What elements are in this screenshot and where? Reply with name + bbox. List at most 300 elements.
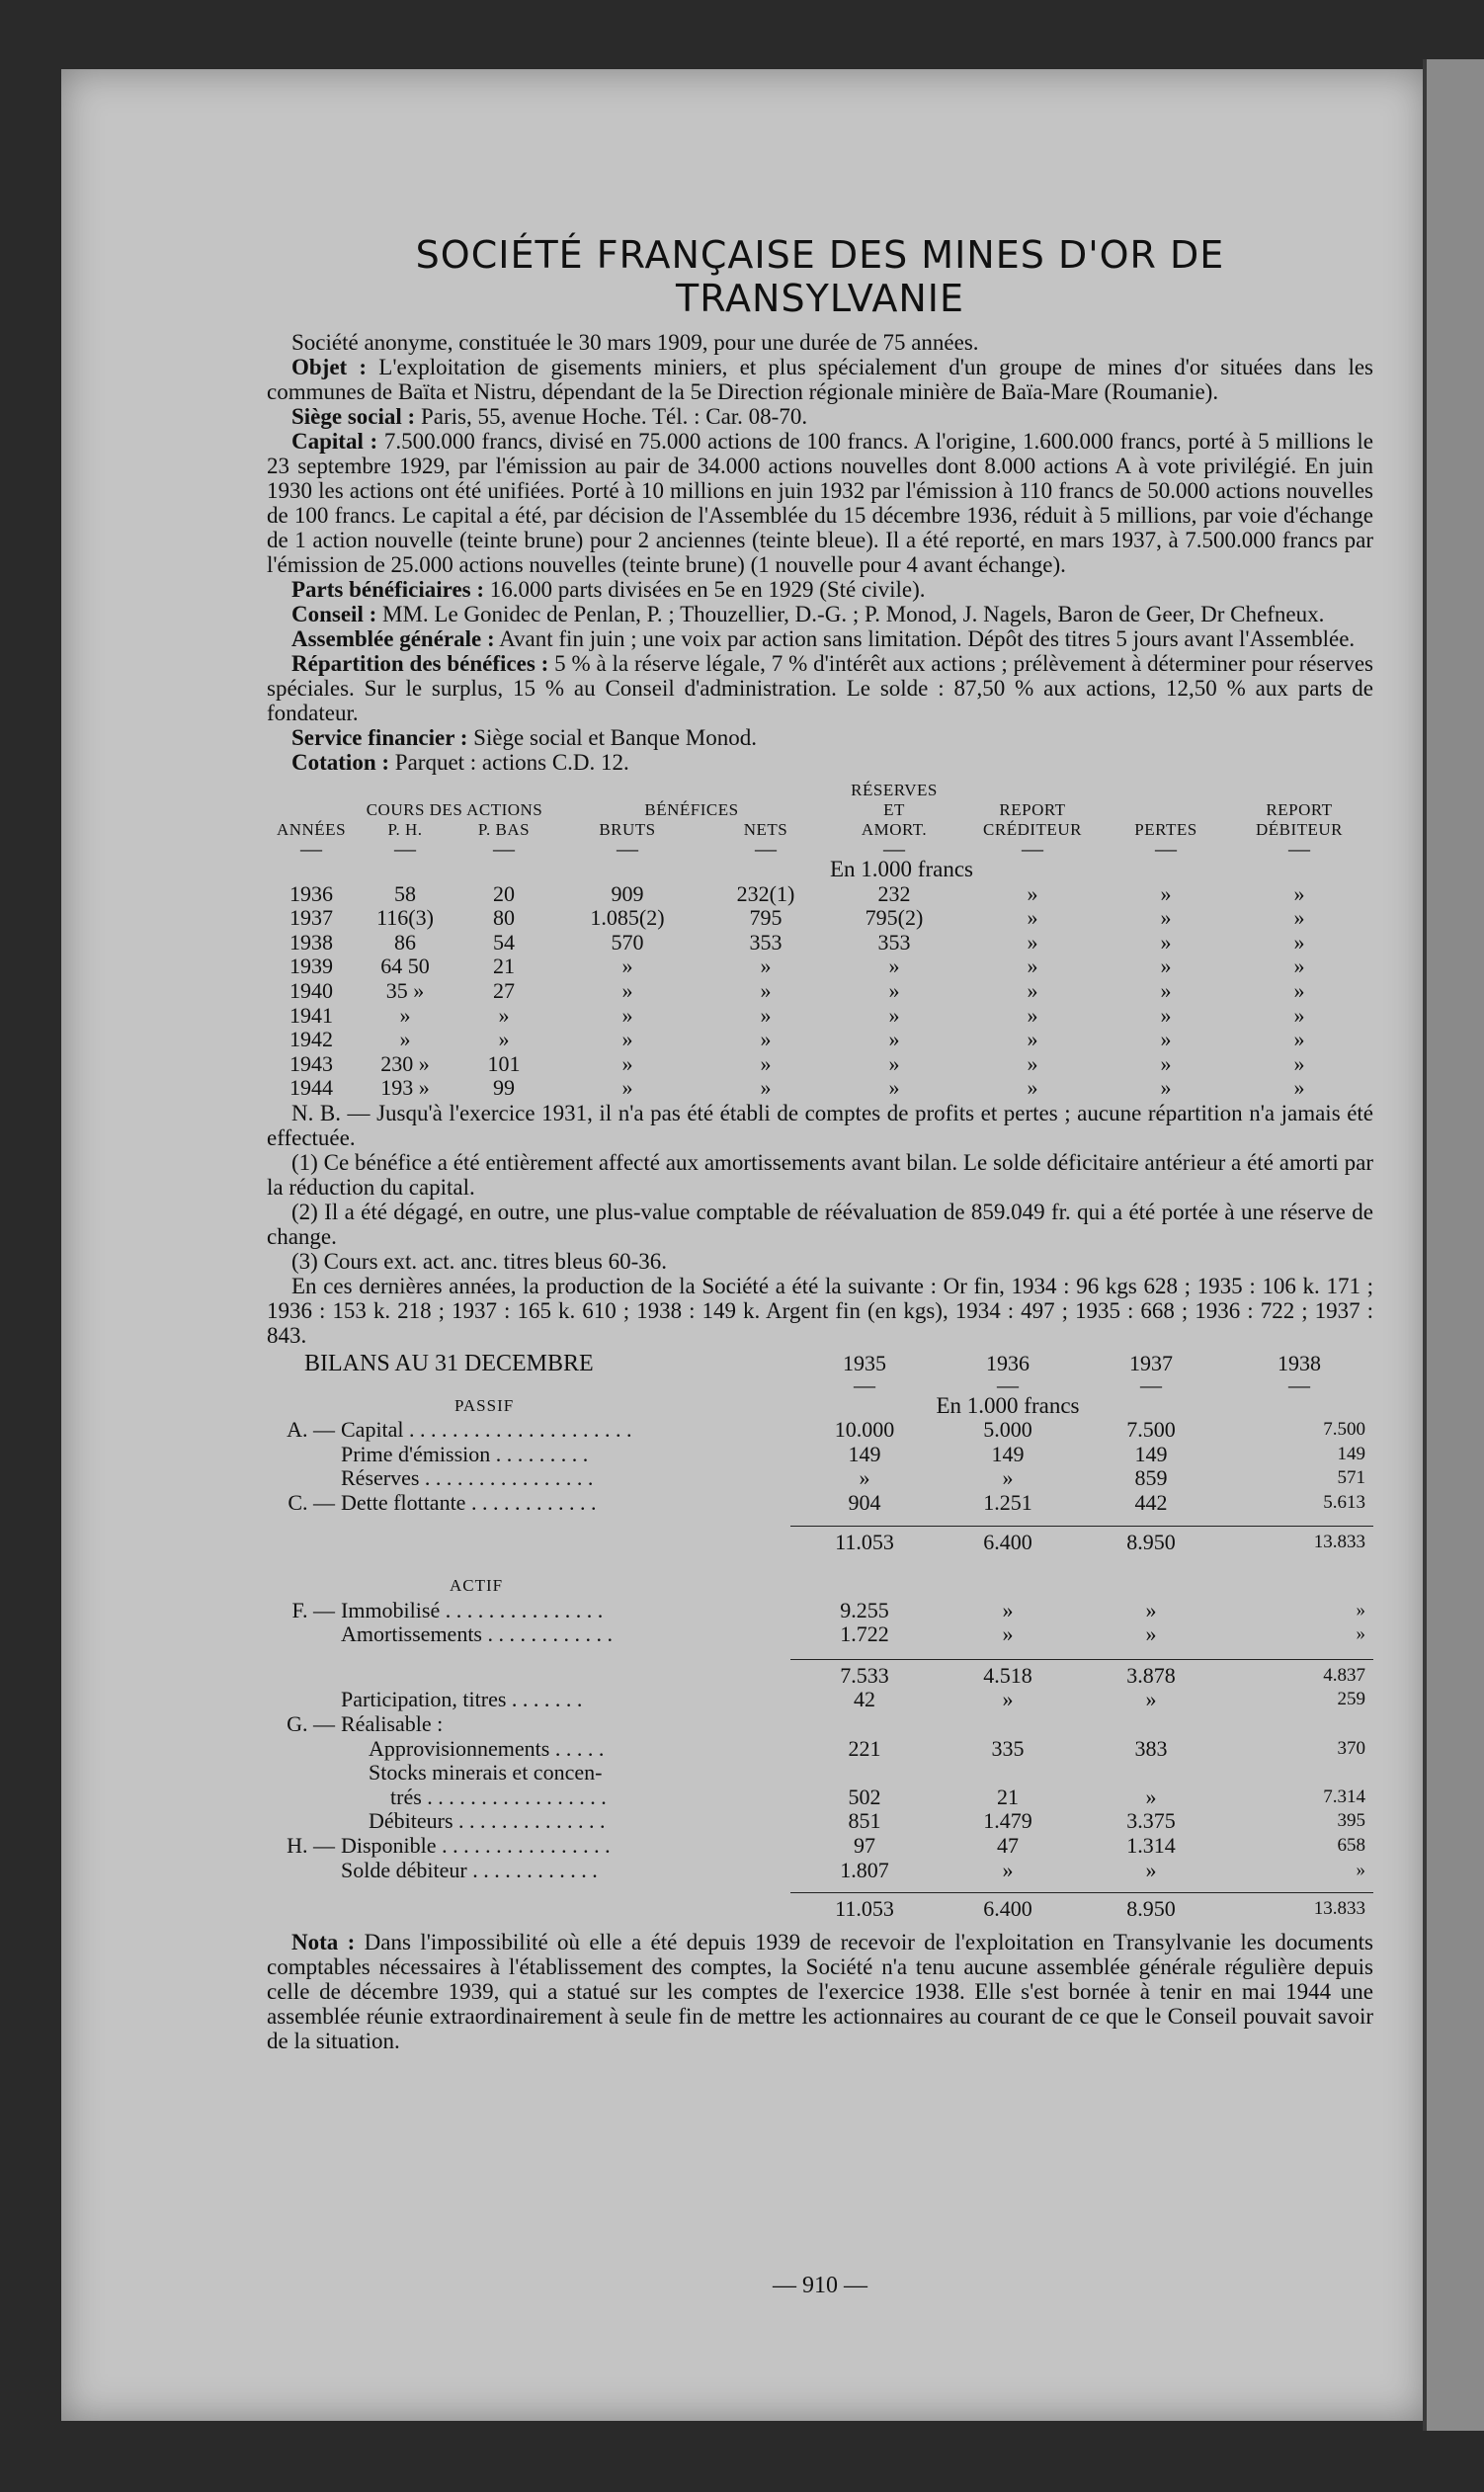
bilan-value: 10.000 [834, 1417, 895, 1443]
table-cell: 232 [877, 880, 911, 906]
bilan-value: » [859, 1465, 870, 1491]
table-cell: » [1293, 929, 1305, 955]
header-cours: COURS DES ACTIONS [366, 800, 543, 819]
table-cell: 193 » [380, 1075, 430, 1101]
bilan-value: 149 [1337, 1443, 1365, 1464]
paragraph-text: 7.500.000 francs, divisé en 75.000 actions de 100 francs. A l'origine, 1.600.000 francs, porté à 5 millions le 23 septembre 1929, par l'émission au pair de 34.000 actions nouvelles dont 8.000 actions A à vote privilégié. En juin 1930 les actions ont été unifiées. Porté à 10 millions en juin 1932 par l'émission à 110 francs de 50.000 actions nouvelles de 100 francs. Le capital a été, par décision de l'Assemblée du 15 décembre 1936, réduit à 5 millions, par voie d'échange de 1 action nouvelle (teinte brune) pour 2 anciennes (teinte bleue). Il a été reporté, en mars 1937, à 7.500.000 francs par l'émission de 25.000 actions nouvelles (teinte brune) (1 nouvelle pour 4 avant échange). [267, 429, 1373, 577]
spacer [267, 1526, 790, 1554]
table-cell: » [1160, 880, 1172, 906]
bilan-value [939, 1761, 1077, 1786]
table-cell: 795 [749, 905, 783, 931]
bilan-row [267, 1443, 1373, 1467]
table-cell: » [1027, 1002, 1038, 1028]
leader-dots: . . . . . . . . . . . . . . . . [419, 1465, 594, 1491]
paragraph-text: MM. Le Gonidec de Penlan, P. ; Thouzellier, D.-G. ; P. Monod, J. Nagels, Baron de Geer, Dr Chefneux. [376, 602, 1325, 626]
intro-paragraph [267, 330, 1373, 355]
table-cell: 1.085(2) [590, 905, 665, 931]
nota-text: Dans l'impossibilité où elle a été depuis 1939 de recevoir de l'exploitation en Transylvanie les documents comptables nécessaires à l'établissement des comptes, la Société n'a tenu aucune assemblée générale régulière depuis celle de décembre 1939, qui a statué sur les comptes de l'exercice 1938. Elle s'est bornée à tenir en mai 1944 une assemblée réunie extraordinairement à seule fin de mettre les actionnaires au courant de ce que le Conseil pouvait savoir de la situation. [267, 1929, 1373, 2053]
bilan-label-text: Disponible [341, 1833, 437, 1859]
bilans-passif-label-row [267, 1394, 1373, 1419]
bilans-title: BILANS AU 31 DECEMBRE [304, 1350, 594, 1376]
spacer [267, 1647, 1373, 1660]
bilan-value: » [1356, 1623, 1365, 1645]
header-pertes: PERTES [1134, 820, 1197, 839]
bilans-header-row [267, 1352, 1373, 1376]
table-cell: 99 [493, 1075, 515, 1101]
table-cell: 86 [394, 929, 416, 955]
results-body [267, 882, 1373, 1101]
bilans-spacer [267, 1647, 1373, 1660]
header-dash: — [493, 836, 515, 861]
bilan-row [267, 1834, 1373, 1859]
table-cell: » [1293, 1002, 1305, 1028]
table-row [267, 955, 1373, 979]
bilan-label-text: Prime d'émission [341, 1441, 491, 1466]
table-cell: » [1027, 880, 1038, 906]
bilan-letter: G. — [287, 1711, 335, 1737]
bilan-value: » [1356, 1859, 1365, 1880]
bilan-label-text: Réalisable : [341, 1711, 444, 1737]
bilan-letter [267, 1786, 341, 1810]
actif-label: ACTIF [450, 1576, 504, 1596]
bilan-label-text: Approvisionnements [369, 1735, 550, 1761]
bilan-label-text: Participation, titres [341, 1687, 507, 1712]
leader-dots: . . . . . . . . . . . . . . . . . . . . . [403, 1417, 632, 1443]
bilan-value: 571 [1337, 1467, 1365, 1489]
paragraph-label: Capital : [291, 429, 378, 454]
table-cell: » [1160, 1027, 1172, 1052]
table-row [267, 1028, 1373, 1052]
bilan-value [1077, 1712, 1225, 1737]
book-spine [1427, 59, 1484, 2431]
bilan-letter [267, 1859, 341, 1883]
bilan-value: 5.613 [1323, 1491, 1365, 1513]
bilan-value: 904 [848, 1489, 881, 1515]
bilans-table [267, 1352, 1373, 1922]
bilan-value: 42 [854, 1687, 875, 1712]
bilan-value: 149 [1134, 1441, 1168, 1466]
table-cell: » [888, 1002, 900, 1028]
year-dash: — [1140, 1371, 1162, 1397]
table-cell: » [1160, 977, 1172, 1003]
paragraph-label: Cotation : [291, 750, 390, 775]
leader-dots: . . . . . . . [506, 1687, 583, 1712]
bilan-value: 221 [848, 1735, 881, 1761]
table-cell: 795(2) [865, 905, 924, 931]
header-annees: ANNÉES [276, 820, 347, 839]
bilan-row [267, 1712, 1373, 1737]
nota-label: Nota : [291, 1929, 356, 1954]
table-cell: » [888, 1075, 900, 1101]
paragraph-label: Assemblée générale : [291, 626, 495, 651]
table-row [267, 931, 1373, 955]
bilans-spacer [267, 1516, 1373, 1527]
bilan-label [341, 1761, 790, 1786]
results-unit-row [267, 858, 1373, 882]
table-cell: » [1160, 929, 1172, 955]
bilan-value: 1.251 [983, 1489, 1032, 1515]
paragraph-text: Paris, 55, avenue Hoche. Tél. : Car. 08-70. [415, 404, 808, 429]
bilan-value: 149 [991, 1441, 1025, 1466]
table-cell: » [1160, 1075, 1172, 1101]
table-cell: » [760, 1050, 772, 1076]
table-row [267, 882, 1373, 907]
bilan-total: 7.533 [790, 1659, 939, 1688]
bilan-total: 8.950 [1077, 1893, 1225, 1922]
bilan-value: 21 [997, 1784, 1019, 1809]
header-dash: — [1022, 836, 1043, 861]
table-cell: » [1293, 954, 1305, 979]
spacer [790, 1554, 1373, 1599]
table-cell: 1941 [289, 1002, 333, 1028]
results-header-top [267, 781, 1373, 800]
table-cell: 80 [493, 905, 515, 931]
page-number: — 910 — [773, 2273, 867, 2298]
table-cell: » [1027, 977, 1038, 1003]
actif-total-row [267, 1893, 1373, 1922]
table-cell: » [888, 1050, 900, 1076]
bilan-total: 4.837 [1225, 1659, 1373, 1688]
bilan-label-text: Immobilisé [341, 1597, 441, 1622]
bilan-value [1225, 1761, 1373, 1786]
spacer [267, 1394, 341, 1419]
results-unit: En 1.000 francs [830, 857, 973, 881]
actif-subtotal-row [267, 1659, 1373, 1688]
bilan-value: 5.000 [983, 1417, 1032, 1443]
bilan-total: 11.053 [790, 1893, 939, 1922]
header-crediteur: CRÉDITEUR [983, 820, 1082, 839]
bilan-letter [267, 1443, 341, 1467]
header-dash: — [883, 836, 905, 861]
header-debiteur: DÉBITEUR [1255, 820, 1344, 839]
table-cell: » [621, 1075, 633, 1101]
note-paragraph: (1) Ce bénéfice a été entièrement affecté aux amortissements avant bilan. Le solde déficitaire antérieur a été amorti par la réduction du capital. [267, 1149, 1373, 1200]
table-cell: » [760, 1027, 772, 1052]
table-cell: » [1027, 1075, 1038, 1101]
bilan-value: 658 [1337, 1835, 1365, 1857]
leader-dots: . . . . . . . . . . . . . . . . [436, 1833, 611, 1859]
results-table [267, 781, 1373, 1101]
header-report-debiteur: REPORT [1266, 800, 1333, 819]
spacer [1225, 1394, 1373, 1419]
bilan-label [341, 1712, 790, 1737]
passif-label: PASSIF [454, 1395, 515, 1415]
year-dash: — [997, 1371, 1019, 1397]
intro-paragraph [267, 725, 1373, 750]
bilan-value: 47 [997, 1833, 1019, 1859]
table-cell: 1937 [289, 905, 333, 931]
bilan-value: 383 [1134, 1735, 1168, 1761]
intro-paragraph [267, 602, 1373, 626]
bilan-label-text: Débiteurs [369, 1808, 453, 1834]
bilan-label [341, 1622, 790, 1647]
bilan-row [267, 1466, 1373, 1491]
paragraph-label: Parts bénéficiaires : [291, 577, 485, 602]
bilan-letter: F. — [291, 1597, 335, 1622]
table-cell: 1944 [289, 1075, 333, 1101]
leader-dots: . . . . . . . . . [490, 1441, 589, 1466]
nota-paragraph [267, 1930, 1373, 2053]
bilan-letter [267, 1761, 341, 1786]
paragraph-text: 5 % à la réserve légale, 7 % d'intérêt aux actions ; prélèvement à déterminer pour réserves spéciales. Sur le surplus, 15 % au Conseil d'administration. Le solde : 87,50 % aux actions, 12,50 % aux parts de fondateur. [267, 651, 1373, 725]
paragraph-text: Parquet : actions C.D. 12. [389, 750, 629, 775]
paragraph-text: 16.000 parts divisées en 5e en 1929 (Sté civile). [484, 577, 926, 602]
paragraph-label: Service financier : [291, 725, 468, 750]
intro-section [267, 330, 1373, 775]
bilan-label [341, 1688, 790, 1712]
bilans-actif-label-row [267, 1554, 1373, 1599]
paragraph-text: Avant fin juin ; une voix par action sans limitation. Dépôt des titres 5 jours avant l'Assemblée. [494, 626, 1356, 651]
leader-dots: . . . . . . . . . . . . . . . . . [421, 1784, 607, 1809]
bilan-value: » [1145, 1857, 1157, 1882]
bilan-letter [267, 1737, 341, 1762]
table-cell: » [1293, 1075, 1305, 1101]
bilan-label-text: Amortissements [341, 1621, 482, 1647]
bilan-value: » [1145, 1621, 1157, 1647]
note-paragraph: En ces dernières années, la production de la Société a été la suivante : Or fin, 1934 : 96 kgs 628 ; 1935 : 106 k. 171 ; 1936 : 153 k. 218 ; 1937 : 165 k. 610 ; 1938 : 149 k. Argent fin (en kgs), 1934 : 497 ; 1935 : 668 ; 1936 : 722 ; 1937 : 843. [267, 1273, 1373, 1348]
page-title: SOCIÉTÉ FRANÇAISE DES MINES D'OR DE TRANSYLVANIE [415, 233, 1225, 320]
table-cell: 1943 [289, 1050, 333, 1076]
bilan-label-text: Dette flottante [341, 1489, 466, 1515]
header-dash: — [394, 836, 416, 861]
bilan-total: 6.400 [939, 1526, 1077, 1554]
bilan-value: 149 [848, 1441, 881, 1466]
spacer [267, 1893, 790, 1922]
bilan-row [267, 1737, 1373, 1762]
bilan-label [341, 1737, 790, 1762]
bilan-row [267, 1859, 1373, 1883]
table-cell: 1938 [289, 929, 333, 955]
header-amort: AMORT. [861, 820, 928, 839]
paragraph-text: Société anonyme, constituée le 30 mars 1909, pour une durée de 75 années. [291, 330, 979, 355]
bilan-value: 1.314 [1126, 1833, 1176, 1859]
bilan-value: » [1002, 1621, 1014, 1647]
results-header-low [267, 820, 1373, 840]
bilan-value: » [1002, 1597, 1014, 1622]
intro-paragraph [267, 355, 1373, 404]
table-cell: 232(1) [736, 880, 795, 906]
passif-total-row [267, 1526, 1373, 1554]
leader-dots: . . . . . . . . . . . . [482, 1621, 613, 1647]
table-cell: » [1027, 929, 1038, 955]
table-cell: » [1027, 1027, 1038, 1052]
bilan-value: 1.807 [840, 1857, 889, 1882]
bilan-letter: A. — [287, 1417, 335, 1443]
bilan-letter [267, 1466, 341, 1491]
bilan-value: 395 [1337, 1810, 1365, 1832]
table-cell: » [888, 977, 900, 1003]
table-cell: 27 [493, 977, 515, 1003]
leader-dots: . . . . . . . . . . . . . . . [440, 1597, 604, 1622]
bilan-value [790, 1761, 939, 1786]
table-cell: » [498, 1002, 510, 1028]
table-cell: 1939 [289, 954, 333, 979]
header-report-crediteur: REPORT [999, 800, 1066, 819]
bilan-value: 859 [1134, 1465, 1168, 1491]
bilan-value: » [1002, 1687, 1014, 1712]
table-cell: » [1293, 880, 1305, 906]
note-paragraph: (2) Il a été dégagé, en outre, une plus-value comptable de réévaluation de 859.049 fr. qui a été portée à une réserve de change. [267, 1199, 1373, 1249]
table-cell: 909 [611, 880, 644, 906]
bilan-value: 7.500 [1323, 1419, 1365, 1441]
table-cell: 20 [493, 880, 515, 906]
table-cell: 64 50 [380, 954, 430, 979]
table-row [267, 979, 1373, 1004]
bilan-label-text: Solde débiteur [341, 1857, 467, 1882]
bilans-unit: En 1.000 francs [936, 1392, 1080, 1418]
spacer [267, 1659, 790, 1688]
paragraph-text: Siège social et Banque Monod. [467, 725, 757, 750]
year-dash: — [1288, 1371, 1310, 1397]
bilan-total: 11.053 [790, 1526, 939, 1554]
bilan-value: 442 [1134, 1489, 1168, 1515]
bilans-dash-row [267, 1376, 1373, 1394]
table-cell: » [1027, 1050, 1038, 1076]
note-paragraph: N. B. — Jusqu'à l'exercice 1931, il n'a pas été établi de comptes de profits et pertes ; aucune répartition n'a jamais été effectuée. [267, 1100, 1373, 1150]
bilan-value: 335 [991, 1735, 1025, 1761]
paragraph-text: L'exploitation de gisements miniers, et plus spécialement d'un groupe de mines d'or situées dans les communes de Baïta et Nistru, dépendant de la 5e Direction régionale minière de Baïa-Mare (Roumanie). [267, 355, 1373, 404]
bilan-label [341, 1466, 790, 1491]
bilan-row [267, 1599, 1373, 1623]
header-et: ET [883, 800, 905, 819]
bilan-value: 7.500 [1126, 1417, 1176, 1443]
bilan-value: » [1002, 1465, 1014, 1491]
header-ph: P. H. [387, 820, 423, 839]
bilans-spacer [267, 1882, 1373, 1893]
bilan-value: 259 [1337, 1689, 1365, 1710]
bilan-total: 4.518 [939, 1659, 1077, 1688]
table-cell: » [1293, 905, 1305, 931]
bilan-value: » [1002, 1857, 1014, 1882]
paragraph-label: Objet : [291, 355, 368, 379]
table-cell: » [1160, 1050, 1172, 1076]
table-cell: 101 [487, 1050, 521, 1076]
bilan-total: 3.878 [1077, 1659, 1225, 1688]
table-row [267, 906, 1373, 931]
bilan-label [341, 1809, 790, 1834]
bilan-row [267, 1761, 1373, 1786]
year-dash: — [854, 1371, 875, 1397]
bilan-row [267, 1418, 1373, 1443]
table-cell: 54 [493, 929, 515, 955]
intro-paragraph [267, 404, 1373, 429]
table-cell: » [888, 954, 900, 979]
bilan-label [341, 1599, 790, 1623]
bilan-letter: C. — [288, 1489, 335, 1515]
table-cell: » [621, 1002, 633, 1028]
table-cell: » [760, 977, 772, 1003]
table-cell: 570 [611, 929, 644, 955]
bilan-label [341, 1786, 790, 1810]
results-dash-row [267, 840, 1373, 858]
table-cell: 1942 [289, 1027, 333, 1052]
table-cell: » [1160, 1002, 1172, 1028]
header-nets: NETS [743, 820, 788, 839]
bilans-year: 1938 [1278, 1350, 1321, 1375]
header-dash: — [300, 836, 322, 861]
table-row [267, 1076, 1373, 1101]
table-cell: 353 [877, 929, 911, 955]
table-cell: 116(3) [376, 905, 434, 931]
notes-section [267, 1101, 1373, 1348]
leader-dots: . . . . . [549, 1735, 605, 1761]
bilan-row [267, 1491, 1373, 1516]
spacer [267, 1376, 790, 1394]
table-row [267, 1052, 1373, 1077]
paragraph-label: Conseil : [291, 602, 377, 626]
bilan-total: 6.400 [939, 1893, 1077, 1922]
intro-paragraph [267, 626, 1373, 651]
bilan-label [341, 1491, 790, 1516]
results-header-mid [267, 800, 1373, 820]
bilan-row [267, 1786, 1373, 1810]
spacer [267, 1516, 1373, 1527]
bilan-row [267, 1688, 1373, 1712]
header-benefices: BÉNÉFICES [644, 800, 739, 819]
paragraph-label: Siège social : [291, 404, 416, 429]
bilan-value: 3.375 [1126, 1808, 1176, 1834]
table-cell: » [1027, 954, 1038, 979]
bilan-value [1077, 1761, 1225, 1786]
header-dash: — [755, 836, 777, 861]
bilan-row [267, 1809, 1373, 1834]
table-cell: » [760, 954, 772, 979]
intro-paragraph [267, 577, 1373, 602]
spacer [267, 1882, 1373, 1893]
bilan-letter: H. — [287, 1833, 335, 1859]
table-cell: » [1160, 905, 1172, 931]
bilan-label-text: trés [390, 1784, 422, 1809]
bilans-year: 1936 [986, 1350, 1030, 1375]
table-cell: » [621, 1027, 633, 1052]
table-cell: » [399, 1027, 411, 1052]
header-dash: — [1155, 836, 1177, 861]
bilan-value [790, 1712, 939, 1737]
bilan-label-text: Capital [341, 1417, 404, 1443]
bilan-letter [267, 1809, 341, 1834]
bilan-letter [267, 1688, 341, 1712]
leader-dots: . . . . . . . . . . . . [466, 1857, 598, 1882]
bilan-label [341, 1859, 790, 1883]
table-cell: » [1027, 905, 1038, 931]
table-cell: 21 [493, 954, 515, 979]
intro-paragraph [267, 651, 1373, 725]
header-pbas: P. BAS [477, 820, 531, 839]
spacer [267, 1554, 341, 1599]
table-row [267, 1004, 1373, 1029]
bilan-row [267, 1622, 1373, 1647]
table-cell: » [621, 977, 633, 1003]
intro-paragraph [267, 429, 1373, 577]
bilan-value: 7.314 [1323, 1786, 1365, 1807]
table-cell: » [888, 1027, 900, 1052]
header-reserves: RÉSERVES [851, 781, 938, 799]
bilan-value: 502 [848, 1784, 881, 1809]
paragraph-label: Répartition des bénéfices : [291, 651, 549, 676]
bilan-value: 97 [854, 1833, 875, 1859]
bilans-year: 1935 [843, 1350, 886, 1375]
table-cell: 353 [749, 929, 783, 955]
bilan-total: 13.833 [1225, 1526, 1373, 1554]
leader-dots: . . . . . . . . . . . . . . [453, 1808, 606, 1834]
table-cell: » [621, 954, 633, 979]
intro-paragraph [267, 750, 1373, 775]
bilan-value: » [1145, 1597, 1157, 1622]
table-cell: » [621, 1050, 633, 1076]
table-cell: » [399, 1002, 411, 1028]
table-cell: » [1293, 1027, 1305, 1052]
bilan-value [939, 1712, 1077, 1737]
